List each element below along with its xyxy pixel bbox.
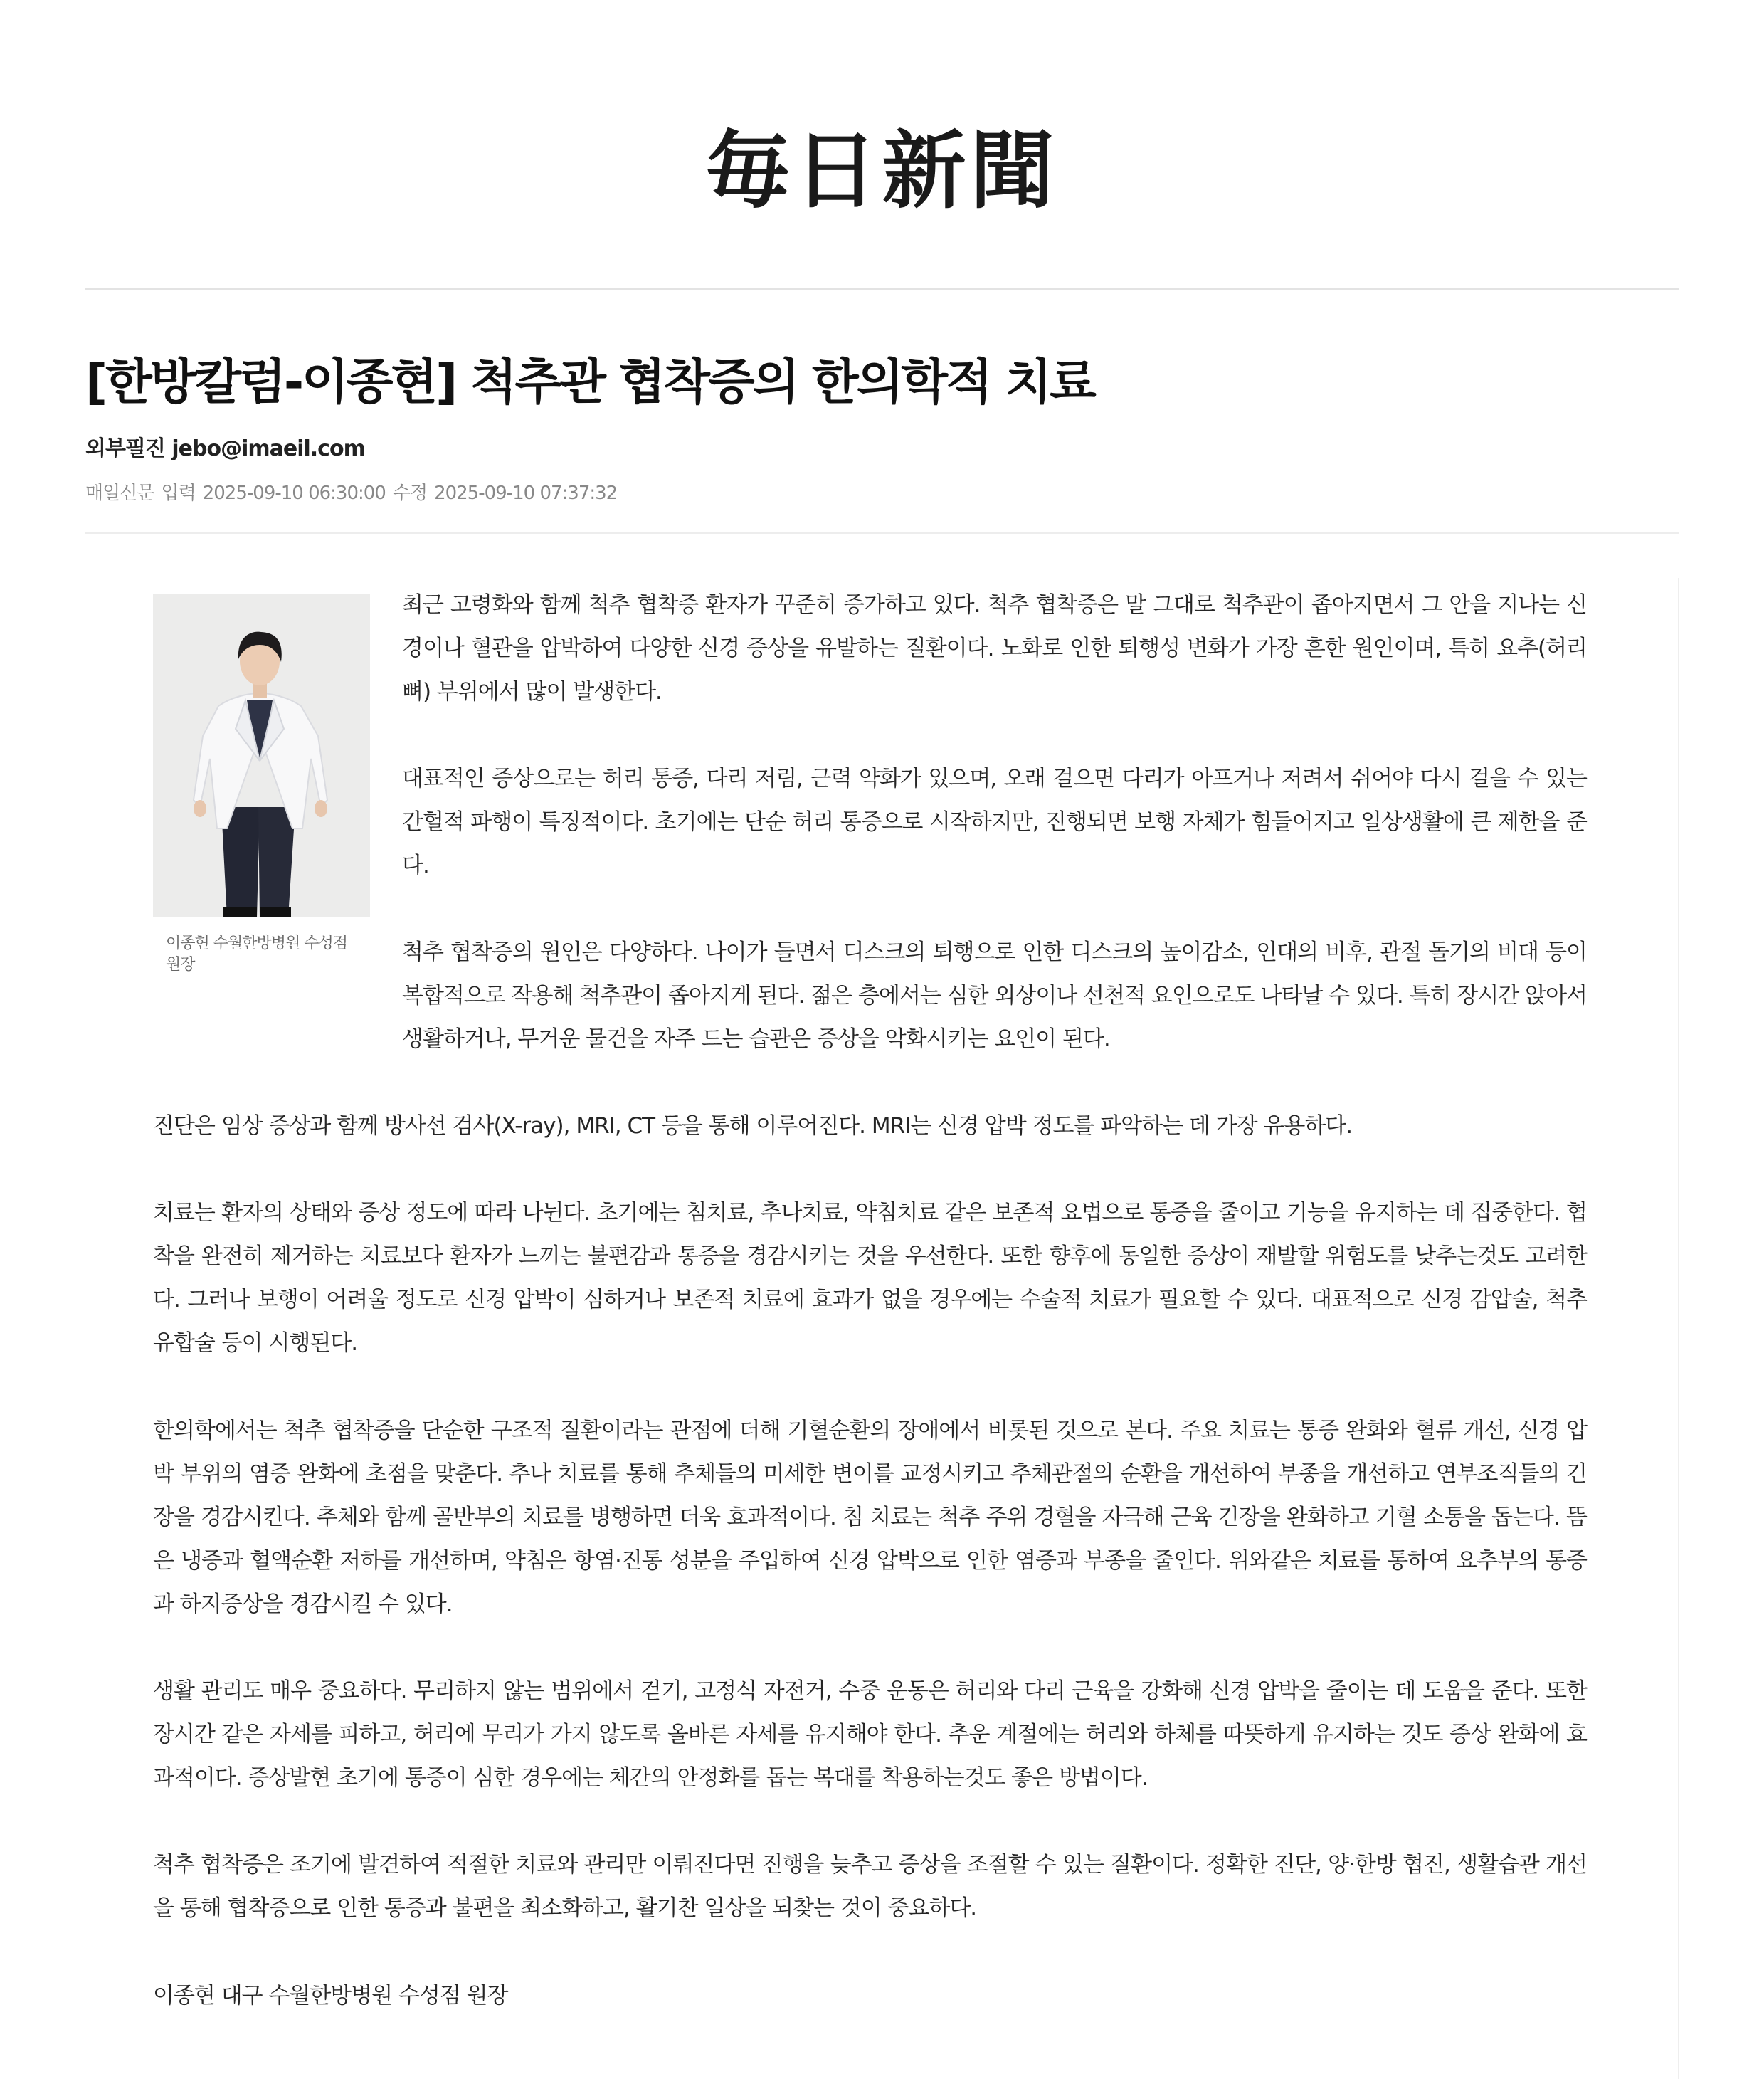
meta-divider	[85, 532, 1679, 534]
doctor-portrait-image	[153, 594, 370, 917]
article-byline[interactable]: 외부필진 jebo@imaeil.com	[85, 436, 365, 461]
author-signature: 이종현 대구 수월한방병원 수성점 원장	[153, 1983, 508, 2009]
article-paragraph-6: 한의학에서는 척추 협착증을 단순한 구조적 질환이라는 관점에 더해 기혈순환의 장애에서 비롯된 것으로 본다. 주요 치료는 통증 완화와 혈류 개선, 신경 압박 부위의 염증 완화에 초점을 맞춘다. 추나 치료를 통해 추체들의 미세한 변이를 교정시키고 추체관절의 순환을 개선하여 부종을 개선하고 연부조직들의 긴장을 경감시킨다. 추체와 함께 골반부의 치료를 병행하면 더욱 효과적이다. 침 치료는 척추 주위 경혈을 자극해 근육 긴장을 완화하고 기혈 소통을 돕는다. 뜸은 냉증과 혈액순환 저하를 개선하며, 약침은 항염·진통 성분을 주입하여 신경 압박으로 인한 염증과 부종을 줄인다. 위와같은 치료를 통하여 요추부의 통증과 하지증상을 경감시킬 수 있다.	[153, 1418, 1587, 1617]
edit-label: 수정	[392, 483, 428, 504]
author-photo[interactable]	[153, 594, 370, 917]
article-paragraph-3: 척추 협착증의 원인은 다양하다. 나이가 들면서 디스크의 퇴행으로 인한 디스크의 높이감소, 인대의 비후, 관절 돌기의 비대 등이 복합적으로 작용해 척추관이 좁아지게 된다. 젊은 층에서는 심한 외상이나 선천적 요인으로도 나타날 수 있다. 특히 장시간 앉아서 생활하거나, 무거운 물건을 자주 드는 습관은 증상을 악화시키는 요인이 된다.	[402, 940, 1587, 1052]
author-photo-figure	[153, 594, 370, 976]
article-paragraph-8: 척추 협착증은 조기에 발견하여 적절한 치료와 관리만 이뤄진다면 진행을 늦추고 증상을 조절할 수 있는 질환이다. 정확한 진단, 양·한방 협진, 생활습관 개선을 통해 협착증으로 인한 통증과 불편을 최소화하고, 활기찬 일상을 되찾는 것이 중요하다.	[153, 1852, 1587, 1921]
article-dateline	[85, 478, 624, 505]
article-paragraph-1: 최근 고령화와 함께 척추 협착증 환자가 꾸준히 증가하고 있다. 척추 협착증은 말 그대로 척추관이 좁아지면서 그 안을 지나는 신경이나 혈관을 압박하여 다양한 신경 증상을 유발하는 질환이다. 노화로 인한 퇴행성 변화가 가장 흔한 원인이며, 특히 요추(허리뼈) 부위에서 많이 발생한다.	[402, 592, 1587, 705]
article-paragraph-7: 생활 관리도 매우 중요하다. 무리하지 않는 범위에서 걷기, 고정식 자전거, 수중 운동은 허리와 다리 근육을 강화해 신경 압박을 줄이는 데 도움을 준다. 또한 장시간 같은 자세를 피하고, 허리에 무리가 가지 않도록 올바른 자세를 유지해야 한다. 추운 계절에는 허리와 하체를 따뜻하게 유지하는 것도 증상 완화에 효과적이다. 증상발현 초기에 통증이 심한 경우에는 체간의 안정화를 돕는 복대를 착용하는것도 좋은 방법이다.	[153, 1678, 1587, 1791]
input-label: 입력	[161, 483, 196, 504]
edit-time: 2025-09-10 07:37:32	[434, 483, 618, 504]
article-title: [한방칼럼-이종현] 척추관 협착증의 한의학적 치료	[85, 354, 1094, 411]
photo-caption: 이종현 수월한방병원 수성점 원장	[166, 935, 348, 974]
content-side-divider	[1678, 578, 1679, 2079]
article-paragraph-4: 진단은 임상 증상과 함께 방사선 검사(X-ray), MRI, CT 등을 통해 이루어진다. MRI는 신경 압박 정도를 파악하는 데 가장 유용하다.	[153, 1113, 1353, 1139]
newspaper-logo[interactable]: 毎日新聞	[705, 121, 1059, 220]
masthead	[0, 121, 1764, 221]
input-time: 2025-09-10 06:30:00	[202, 483, 386, 504]
article-paragraph-2: 대표적인 증상으로는 허리 통증, 다리 저림, 근력 약화가 있으며, 오래 걸으면 다리가 아프거나 저려서 쉬어야 다시 걸을 수 있는 간헐적 파행이 특징적이다. 초기에는 단순 허리 통증으로 시작하지만, 진행되면 보행 자체가 힘들어지고 일상생활에 큰 제한을 준다.	[402, 766, 1587, 878]
header-divider	[85, 288, 1679, 290]
article-paragraph-5: 치료는 환자의 상태와 증상 정도에 따라 나뉜다. 초기에는 침치료, 추나치료, 약침치료 같은 보존적 요법으로 통증을 줄이고 기능을 유지하는 데 집중한다. 협착을 완전히 제거하는 치료보다 환자가 느끼는 불편감과 통증을 경감시키는 것을 우선한다. 또한 향후에 동일한 증상이 재발할 위험도를 낮추는것도 고려한다. 그러나 보행이 어려울 정도로 신경 압박이 심하거나 보존적 치료에 효과가 없을 경우에는 수술적 치료가 필요할 수 있다. 대표적으로 신경 감압술, 척추 유합술 등이 시행된다.	[153, 1200, 1587, 1356]
source-name: 매일신문	[85, 483, 154, 504]
